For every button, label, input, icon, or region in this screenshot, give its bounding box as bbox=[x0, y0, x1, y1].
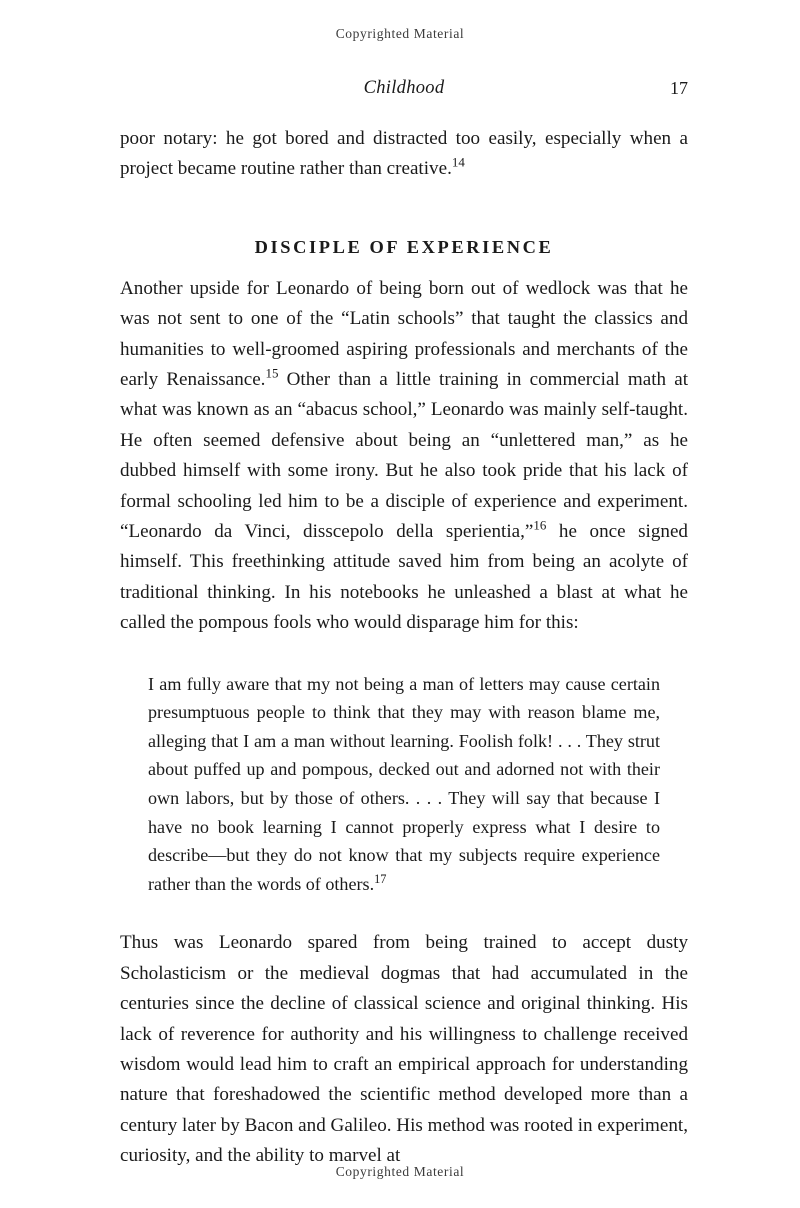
section-heading: DISCIPLE OF EXPERIENCE bbox=[254, 236, 554, 257]
paragraph-1-part1: Another upside for Leonardo of being born out of wedlock was that he was not sent to one of the “Latin schools” that taught the classics and humanities to well-groomed aspiring professionals and merchants of the early Renaissance. bbox=[120, 277, 688, 391]
paragraph-1 bbox=[120, 274, 688, 639]
chapter-title: Childhood bbox=[363, 78, 445, 98]
copyright-watermark-bottom: Copyrighted Material bbox=[335, 1164, 465, 1179]
footnote-marker-14: 14 bbox=[451, 155, 465, 171]
page-content bbox=[120, 124, 688, 1172]
footnote-marker-16: 16 bbox=[533, 517, 547, 533]
blockquote bbox=[120, 670, 660, 899]
copyright-watermark-top: Copyrighted Material bbox=[335, 26, 465, 41]
paragraph-1-part2: Other than a little training in commercial math at what was known as an “abacus school,” Leonardo was mainly self-taught. He often seemed defensive about being an “unlettered man,” as he dubbed himself with some irony. But he also took pride that his lack of formal schooling led him to be a disciple of experience and experiment. “Leonardo da Vinci, disscepolo della sperientia,” bbox=[120, 369, 688, 543]
paragraph-continued bbox=[120, 124, 688, 185]
footnote-marker-15: 15 bbox=[265, 365, 279, 381]
paragraph-1-part3: he once signed himself. This freethinking attitude saved him from being an acolyte of traditional thinking. In his notebooks he unleashed a blast at what he called the pompous fools who would disparage him for this: bbox=[120, 521, 688, 634]
blockquote-paragraph bbox=[148, 670, 660, 899]
blockquote-text: I am fully aware that my not being a man of letters may cause certain presumptuous people to think that they may with reason blame me, alleging that I am a man without learning. Foolish folk! . . . They strut about puffed up and pompous, decked out and adorned not with their own labors, but by those of others. . . . They will say that because I have no book learning I cannot properly express what I desire to describe—but they do not know that my subjects require experience rather than the words of others. bbox=[148, 673, 660, 894]
running-head bbox=[120, 78, 688, 99]
paragraph-spacer bbox=[120, 898, 688, 928]
paragraph-continued-text: poor notary: he got bored and distracted too easily, especially when a project became routine rather than creative. bbox=[120, 128, 688, 180]
paragraph-2: Thus was Leonardo spared from being trained to accept dusty Scholasticism or the medieval dogmas that had accumulated in the centuries since the decline of classical science and original thinking. His lack of reverence for authority and his willingness to challenge received wisdom would lead him to craft an empirical approach for understanding nature that foreshadowed the scientific method developed more than a century later by Bacon and Galileo. His method was rooted in experiment, curiosity, and the ability to marvel at bbox=[120, 932, 688, 1167]
footnote-marker-17: 17 bbox=[374, 871, 387, 886]
page-number: 17 bbox=[670, 78, 688, 98]
